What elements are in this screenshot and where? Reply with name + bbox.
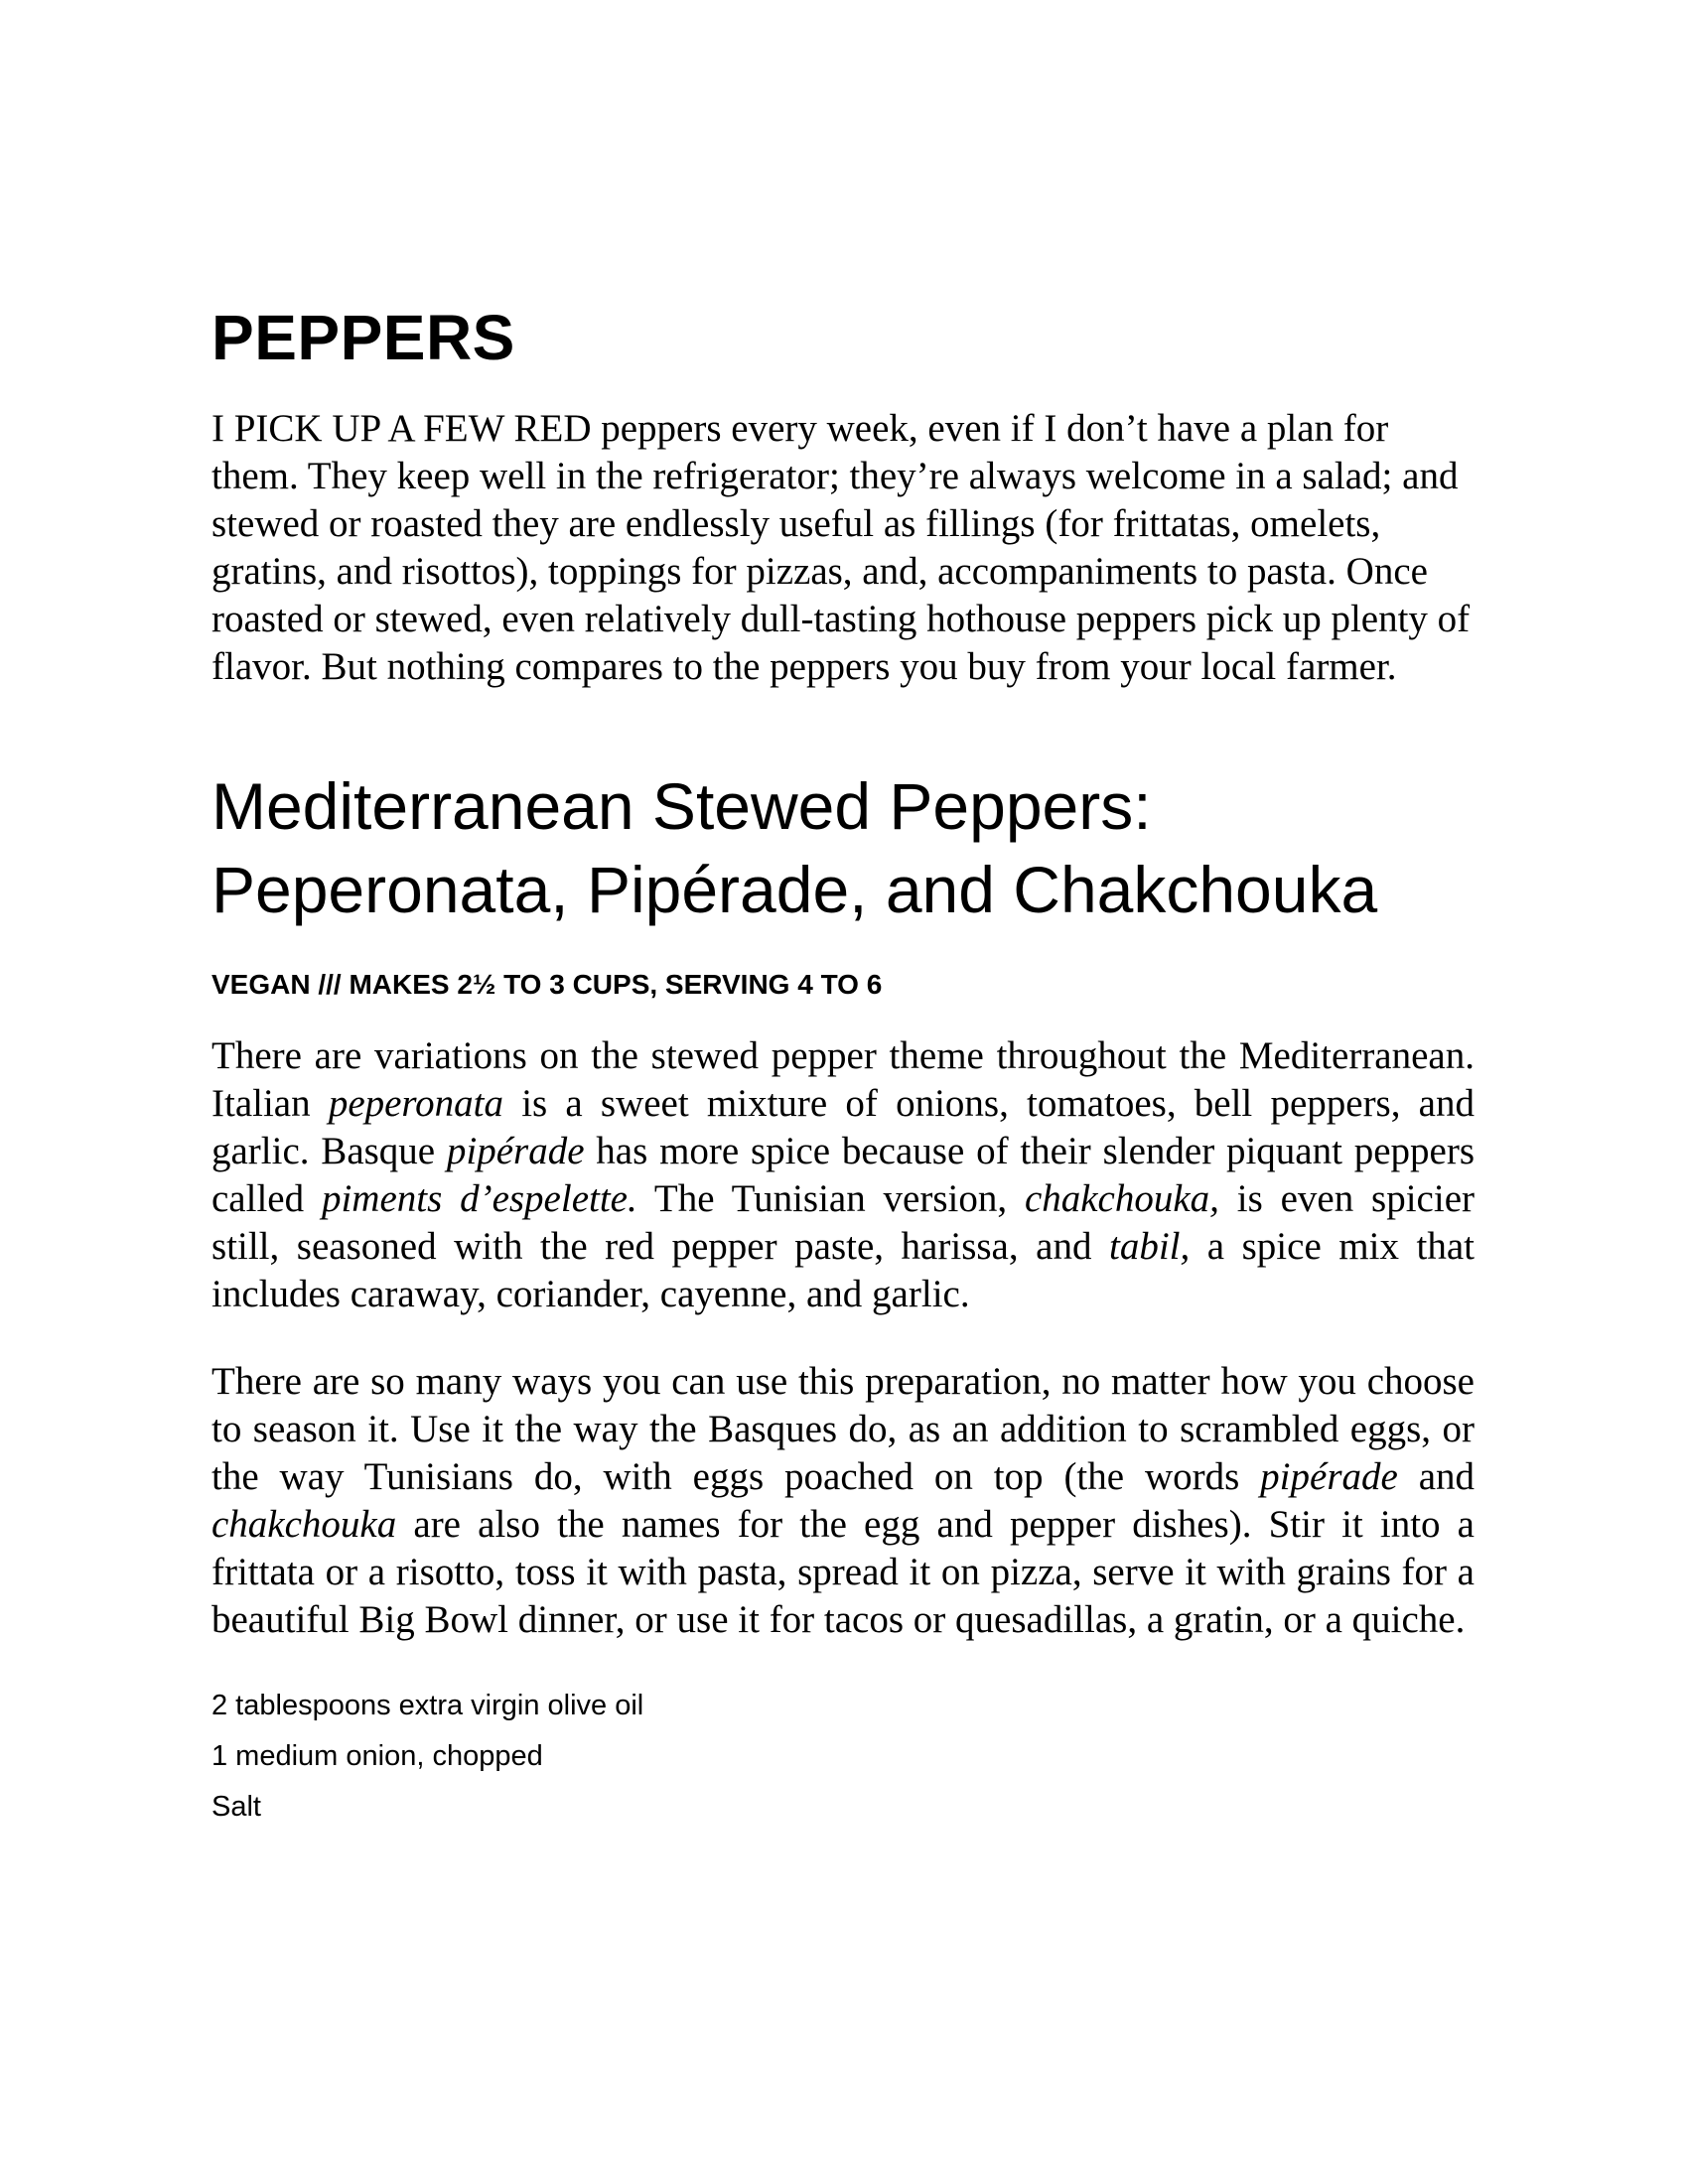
recipe-title-line-2: Peperonata, Pipérade, and Chakchouka bbox=[211, 853, 1378, 926]
text-run: a spice mix that includes caraway, coriander, cayenne, and garlic. bbox=[211, 1225, 1475, 1315]
text-run: are also the names for the egg and pepper dishes). Stir it into a frittata or a risotto, toss it with pasta, spread it on pizza, serve it with grains for a beautiful Big Bowl dinner, or use it for tacos or quesadillas, a gratin, or a quiche. bbox=[211, 1503, 1475, 1641]
text-run: is a sweet mixture of onions, tomatoes, bell peppers, and garlic. Basque bbox=[211, 1082, 1475, 1172]
ingredient-item: 1 medium onion, chopped bbox=[211, 1740, 543, 1772]
text-run: There are so many ways you can use this preparation, no matter how you choose to season it. Use it the way the Basques do, as an addition to scrambled eggs, or the way Tunisians do, with eggs poached on top (the words bbox=[211, 1360, 1475, 1498]
ingredient-list bbox=[211, 1688, 1475, 1825]
recipe-title bbox=[211, 764, 1475, 931]
text-run: The Tunisian version, bbox=[636, 1177, 1025, 1220]
chapter-intro: I PICK UP A FEW RED peppers every week, even if I don’t have a plan for them. They keep well in the refrigerator; they’re always welcome in a salad; and stewed or roasted they are endlessly useful as fillings (for frittatas, omelets, gratins, and risottos), toppings for pizzas, and, accompaniments to pasta. Once roasted or stewed, even relatively dull-tasting hothouse peppers pick up plenty of flavor. But nothing compares to the peppers you buy from your local farmer. bbox=[211, 407, 1471, 688]
recipe-title-line-1: Mediterranean Stewed Peppers: bbox=[211, 769, 1152, 843]
italic-term: pipérade bbox=[1260, 1455, 1398, 1498]
recipe-description-paragraph bbox=[211, 1032, 1475, 1318]
text-run: has more spice because of their slender piquant peppers called bbox=[211, 1130, 1475, 1220]
italic-term: chakchouka bbox=[211, 1503, 397, 1546]
chapter-title: PEPPERS bbox=[211, 302, 515, 373]
recipe-yield: VEGAN /// MAKES 2½ TO 3 CUPS, SERVING 4 TO 6 bbox=[211, 969, 883, 1000]
italic-term: pipérade bbox=[446, 1130, 585, 1172]
recipe-usage-paragraph bbox=[211, 1358, 1475, 1644]
text-run: There are variations on the stewed pepper theme throughout the Mediterranean. Italian bbox=[211, 1034, 1475, 1125]
page bbox=[211, 298, 1475, 1840]
italic-term: peperonata bbox=[328, 1082, 503, 1125]
text-run: and bbox=[1397, 1455, 1476, 1498]
ingredient-item: Salt bbox=[211, 1791, 261, 1823]
italic-term: tabil, bbox=[1108, 1225, 1191, 1268]
italic-term: piments d’espelette. bbox=[321, 1177, 637, 1220]
italic-term: chakchouka, bbox=[1024, 1177, 1219, 1220]
ingredient-item: 2 tablespoons extra virgin olive oil bbox=[211, 1690, 644, 1721]
text-run: is even spicier still, seasoned with the red pepper paste, harissa, and bbox=[211, 1177, 1475, 1268]
